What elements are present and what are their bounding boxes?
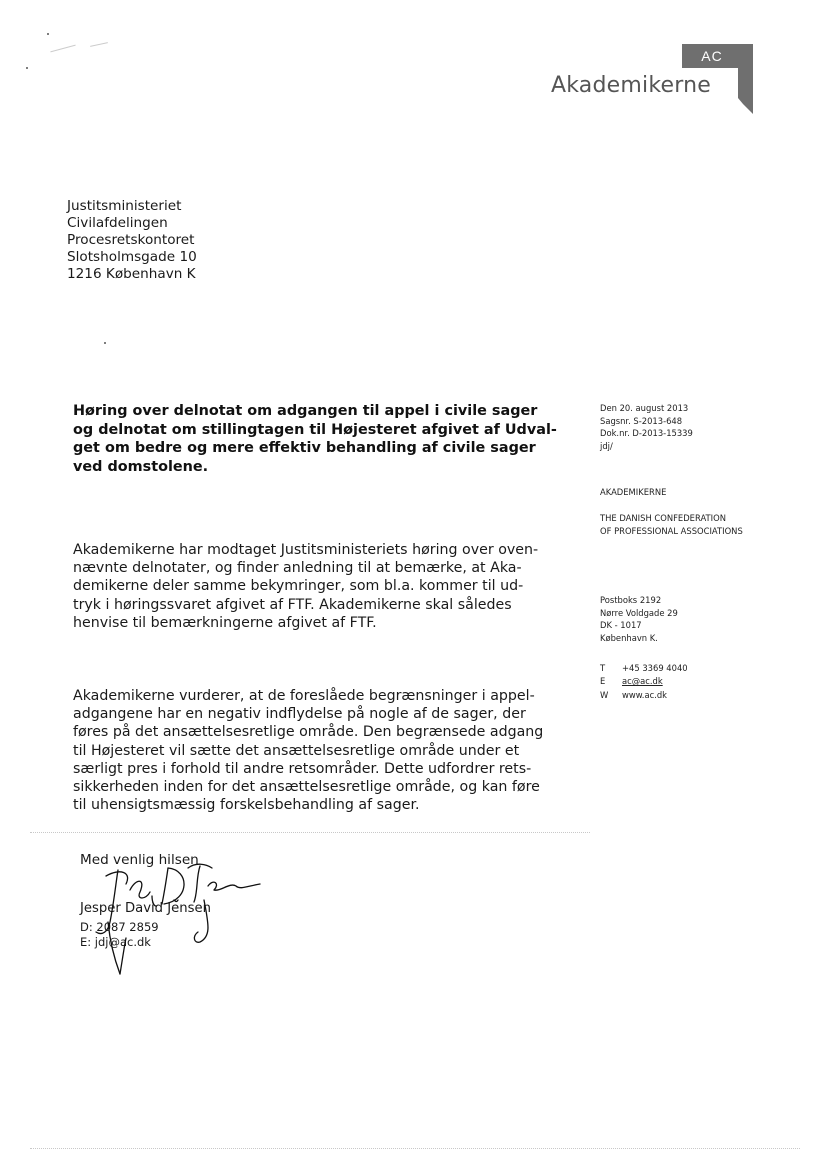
body-line: til Højesteret vil sætte det ansættelsesretlige område under et [73, 742, 520, 759]
logo-tab-text: AC [701, 48, 723, 64]
body-line: til uhensigtsmæssig forskelsbehandling af sager. [73, 797, 420, 814]
email-label: E [600, 676, 606, 687]
divider [30, 1148, 800, 1149]
address-line: Justitsministeriet [67, 198, 182, 214]
recipient-address [67, 198, 197, 283]
body-line: nævnte delnotater, og finder anledning til at bemærke, at Aka- [73, 560, 522, 577]
web-link[interactable]: www.ac.dk [622, 689, 668, 700]
letter-subject [73, 402, 573, 476]
org-english-line: OF PROFESSIONAL ASSOCIATIONS [600, 525, 743, 536]
signer-phone: D: 2087 2859 [80, 920, 159, 934]
contact-block [600, 662, 688, 702]
body-line: Akademikerne vurderer, at de foreslåede begrænsninger i appel- [73, 688, 535, 704]
body-line: adgangene har en negativ indflydelse på nogle af de sager, der [73, 706, 526, 723]
organisation-name: AKADEMIKERNE [600, 487, 667, 497]
logo-wordmark: Akademikerne [551, 73, 711, 98]
body-line: Akademikerne har modtaget Justitsministeriets høring over oven- [73, 542, 539, 558]
letter-date: Den 20. august 2013 [600, 403, 689, 413]
signer-email: E: jdj@ac.dk [80, 935, 151, 949]
org-english-line: THE DANISH CONFEDERATION [600, 513, 726, 523]
subject-line: get om bedre og mere effektiv behandling af civile sager [73, 440, 536, 456]
scan-speck [26, 67, 28, 69]
postal-address [600, 594, 678, 644]
scan-mark [90, 42, 108, 47]
reference-block [600, 402, 693, 452]
address-line: 1216 København K [67, 266, 196, 282]
address-line: Civilafdelingen [67, 215, 168, 231]
city: København K. [600, 632, 658, 643]
scan-speck [104, 342, 106, 344]
case-number: Sagsnr. S-2013-648 [600, 415, 683, 426]
closing-greeting: Med venlig hilsen [80, 852, 199, 868]
phone-label: T [600, 663, 606, 673]
email-link[interactable]: ac@ac.dk [622, 676, 663, 687]
address-line: Procesretskontoret [67, 232, 195, 248]
body-line: henvise til bemærkningerne afgivet af FTF. [73, 614, 377, 631]
body-line: særligt pres i forhold til andre retsområder. Dette udfordrer rets- [73, 760, 532, 777]
phone-row [600, 662, 688, 675]
web-label: W [600, 689, 609, 700]
phone-number: +45 3369 4040 [622, 663, 688, 673]
address-line: Slotsholmsgade 10 [67, 249, 197, 265]
handwritten-signature [80, 862, 280, 982]
scan-speck [47, 33, 49, 35]
body-line: føres på det ansættelsesretlige område. Den begrænsede adgang [73, 724, 544, 741]
signer-name: Jesper David Jensen [80, 901, 211, 916]
initials: jdj/ [600, 440, 613, 451]
street: Nørre Voldgade 29 [600, 607, 678, 618]
divider [30, 832, 590, 833]
email-row [600, 675, 688, 688]
web-row [600, 689, 688, 702]
body-line: tryk i høringssvaret afgivet af FTF. Akademikerne skal således [73, 596, 512, 613]
scan-mark [50, 45, 75, 53]
body-line: demikerne deler samme bekymringer, som bl.a. kommer til ud- [73, 578, 524, 595]
subject-line: og delnotat om stillingtagen til Højesteret afgivet af Udval- [73, 421, 557, 438]
body-line: sikkerheden inden for det ansættelsesretlige område, og kan føre [73, 779, 540, 796]
body-paragraph [73, 687, 573, 814]
body-paragraph [73, 541, 573, 632]
subject-line: ved domstolene. [73, 458, 209, 475]
postcode: DK - 1017 [600, 620, 642, 631]
subject-line: Høring over delnotat om adgangen til appel i civile sager [73, 403, 538, 419]
document-number: Dok.nr. D-2013-15339 [600, 428, 693, 439]
postbox: Postboks 2192 [600, 595, 662, 605]
organisation-english-name [600, 512, 743, 537]
